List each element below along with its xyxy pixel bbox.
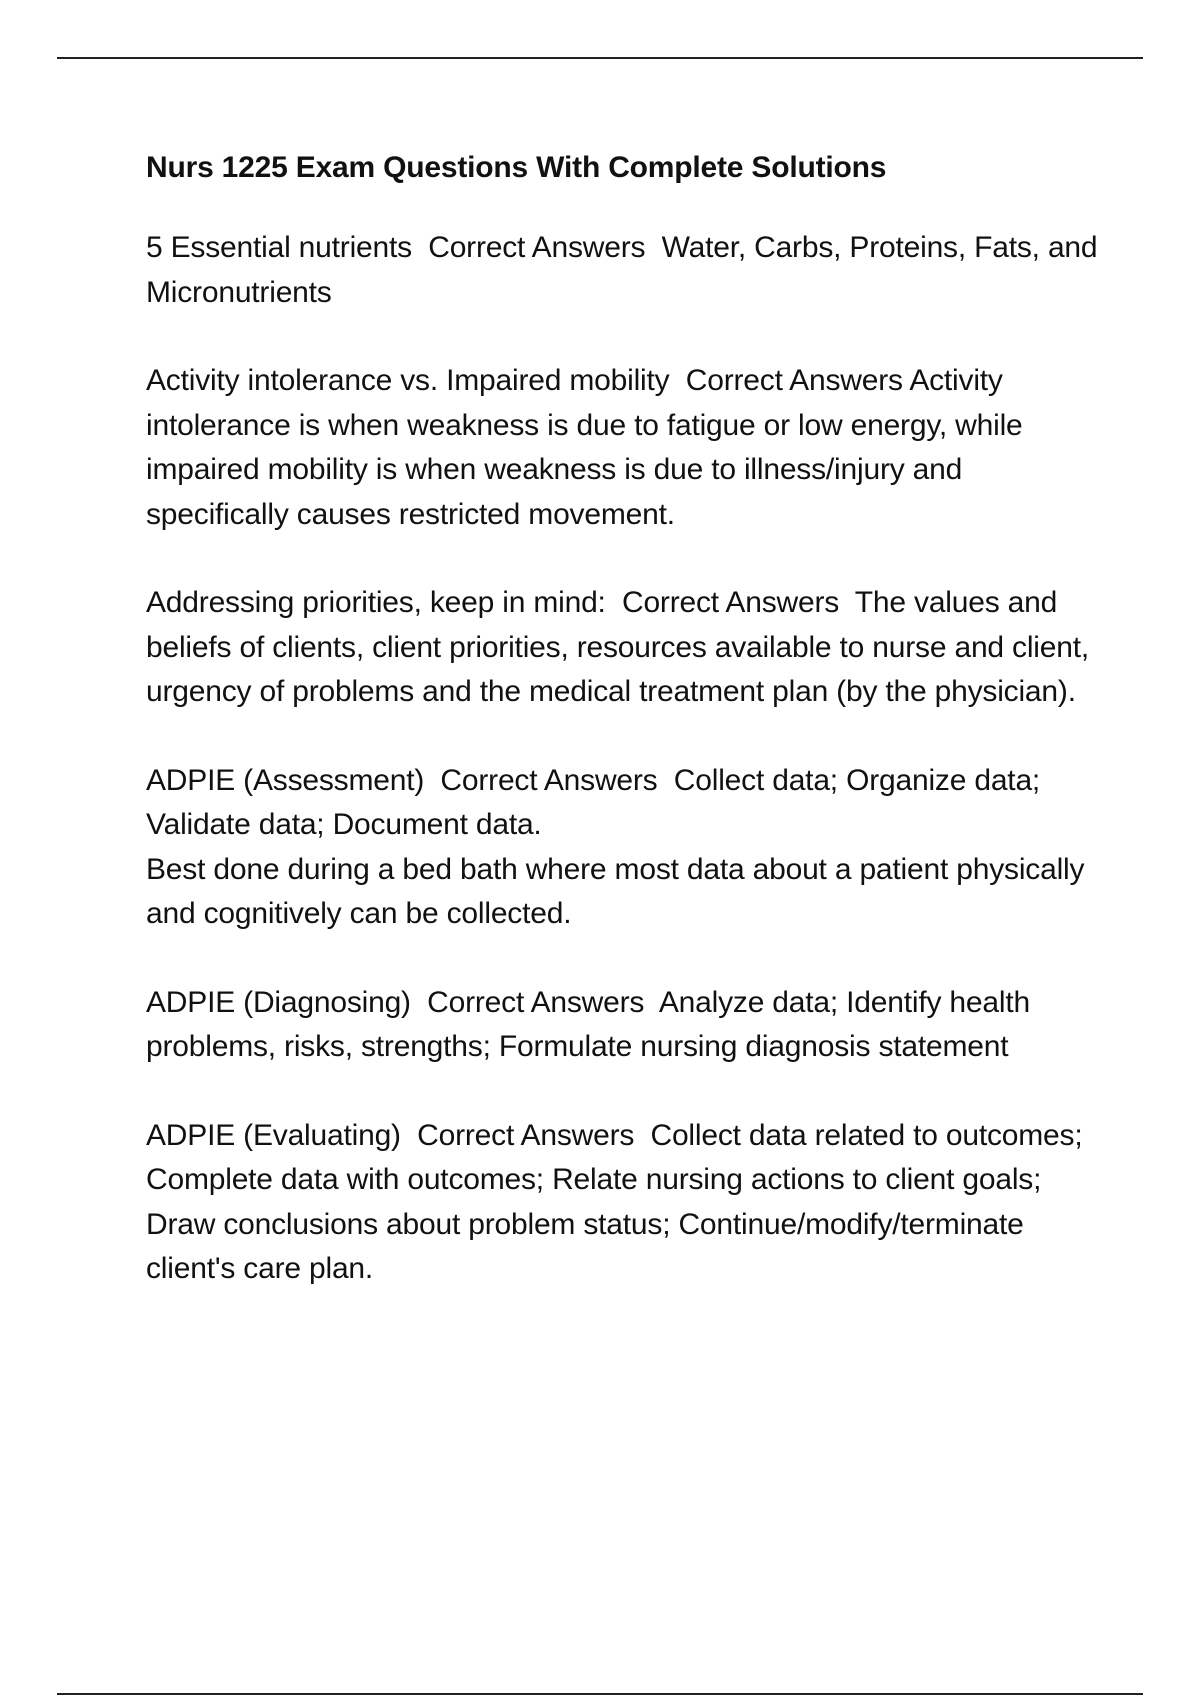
qa-entry: [146, 359, 1106, 537]
answer-text: Analyze data; Identify health problems, risks, strengths; Formulate nursing diagnosis statement: [146, 985, 1039, 1063]
qa-entry: [146, 581, 1106, 715]
answer-text: Water, Carbs, Proteins, Fats, and Micronutrients: [146, 231, 1106, 309]
question-text: Activity intolerance vs. Impaired mobility: [146, 364, 670, 397]
answer-label: Correct Answers: [427, 985, 645, 1019]
question-text: ADPIE (Diagnosing): [146, 985, 411, 1019]
qa-entry: [146, 226, 1106, 315]
question-text: ADPIE (Evaluating): [146, 1118, 401, 1152]
qa-entry: [146, 1114, 1106, 1292]
document-body: [146, 148, 1106, 1336]
answer-text: Activity intolerance is when weakness is due to fatigue or low energy, while impaired mobility is when weakness is due to illness/injury and specifically causes restricted movement.: [146, 364, 1031, 531]
answer-label: Correct Answers: [685, 364, 903, 397]
bottom-rule: [57, 1693, 1143, 1695]
answer-text: The values and beliefs of clients, client priorities, resources available to nurse and client, urgency of problems and the medical treatment plan (by the physician).: [146, 586, 1098, 708]
answer-label: Correct Answers: [428, 231, 646, 264]
answer-text: Collect data; Organize data; Validate data; Document data. Best done during a bed bath where most data about a patient physically and cognitively can be collected.: [146, 763, 1085, 930]
qa-entry: [146, 759, 1106, 937]
answer-label: Correct Answers: [440, 763, 658, 797]
question-text: ADPIE (Assessment): [146, 763, 425, 797]
top-rule: [57, 57, 1143, 59]
answer-label: Correct Answers: [417, 1118, 635, 1152]
answer-text: Collect data related to outcomes; Complete data with outcomes; Relate nursing actions to client goals; Draw conclusions about problem status; Continue/modify/terminate client's care plan.: [146, 1118, 1091, 1285]
question-text: Addressing priorities, keep in mind:: [146, 586, 606, 619]
document-title: Nurs 1225 Exam Questions With Complete Solutions: [146, 151, 887, 184]
question-text: 5 Essential nutrients: [146, 231, 412, 264]
answer-label: Correct Answers: [621, 586, 840, 619]
qa-entry: [146, 981, 1106, 1070]
